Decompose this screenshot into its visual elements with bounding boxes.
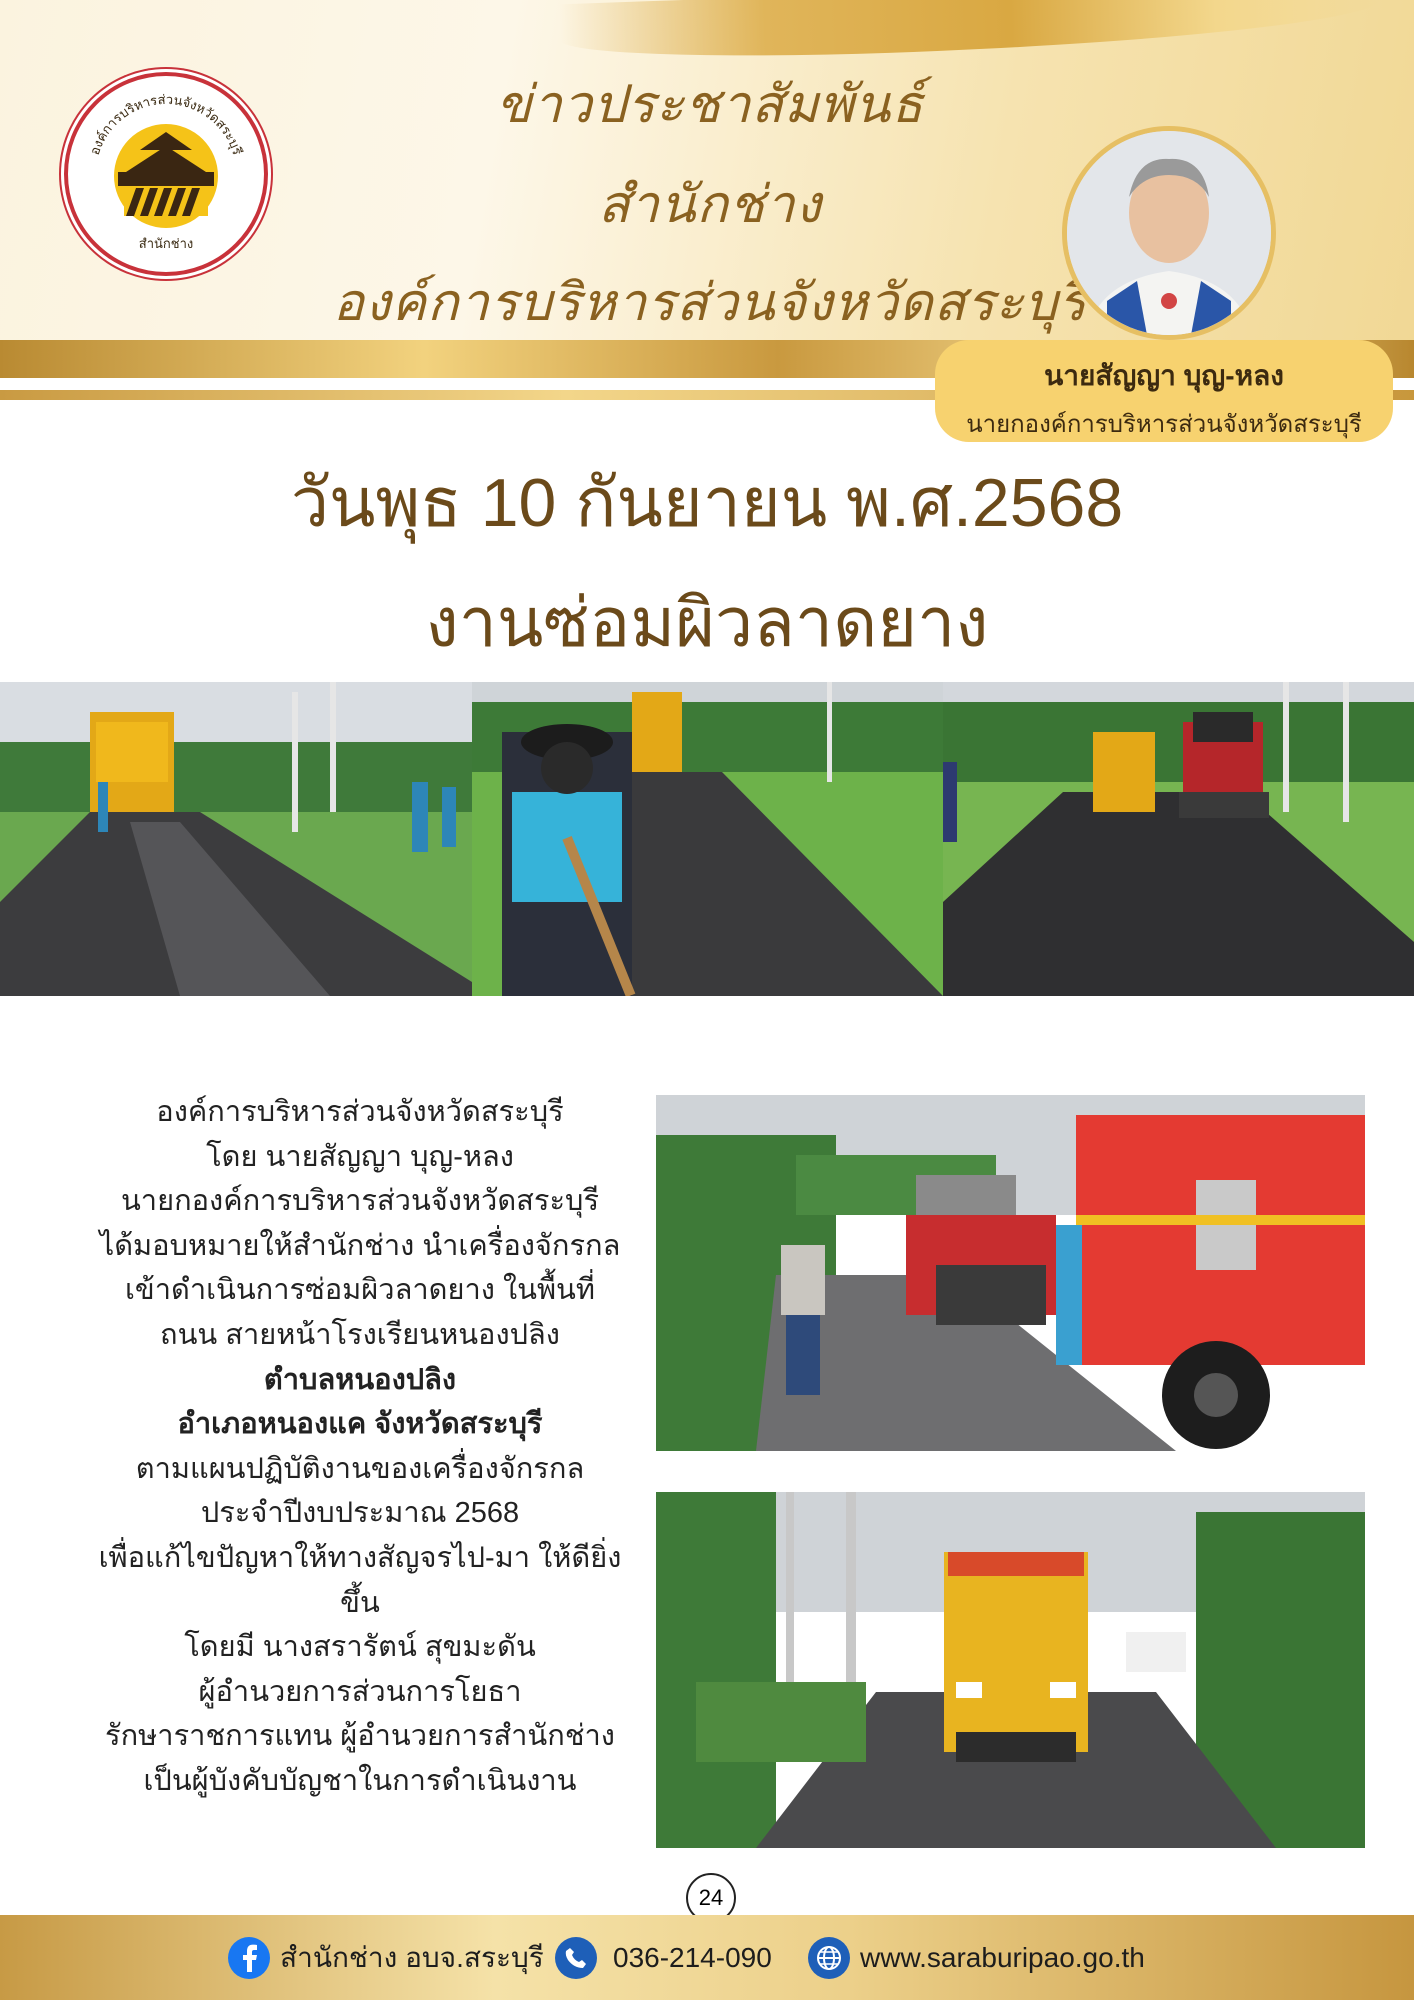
official-name-tag: [935, 340, 1393, 442]
footer-website[interactable]: [808, 1935, 1145, 1981]
footer-bar: [0, 1915, 1414, 2000]
road-repair-photo-1: [0, 682, 472, 996]
news-date: วันพุธ 10 กันยายน พ.ศ.2568: [290, 465, 1124, 541]
globe-icon: [808, 1937, 850, 1979]
facebook-page-name: สำนักช่าง อบจ.สระบุรี: [280, 1942, 544, 1973]
body-line: ได้มอบหมายให้สำนักช่าง นำเครื่องจักรกล: [99, 1229, 621, 1262]
website-url: www.saraburipao.go.th: [860, 1942, 1145, 1973]
org-logo: [64, 72, 268, 276]
body-line: โดยมี นางสรารัตน์ สุขมะดัน: [184, 1631, 536, 1664]
body-line: นายกองค์การบริหารส่วนจังหวัดสระบุรี: [120, 1185, 600, 1218]
body-line: โดย นายสัญญา บุญ-หลง: [206, 1140, 514, 1173]
road-repair-photo-2: [472, 682, 943, 996]
official-name: นายสัญญา บุญ-หลง: [1044, 360, 1284, 391]
body-line: ถนน สายหน้าโรงเรียนหนองปลิง: [160, 1318, 560, 1351]
headline-line-1: ข่าวประชาสัมพันธ์: [496, 75, 924, 135]
road-repair-photo-3: [943, 682, 1414, 996]
fire-truck-roller-photo: [656, 1095, 1365, 1451]
body-line: เพื่อแก้ไขปัญหาให้ทางสัญจรไป-มา ให้ดียิ่งขึ้น: [98, 1541, 622, 1619]
body-line-bold: ตำบลหนองปลิง: [263, 1363, 457, 1396]
phone-icon: [555, 1937, 597, 1979]
footer-phone[interactable]: [555, 1935, 772, 1981]
body-line: ผู้อำนวยการส่วนการโยธา: [198, 1675, 522, 1708]
body-line-bold: อำเภอหนองแค จังหวัดสระบุรี: [177, 1408, 543, 1441]
body-line: องค์การบริหารส่วนจังหวัดสระบุรี: [156, 1096, 564, 1128]
body-line: เข้าดำเนินการซ่อมผิวลาดยาง ในพื้นที่: [124, 1274, 596, 1307]
headline-line-3: องค์การบริหารส่วนจังหวัดสระบุรี: [332, 273, 1088, 333]
official-portrait: [1062, 126, 1276, 340]
page-number: 24: [686, 1873, 736, 1923]
gold-brush-decoration: [559, 0, 1381, 64]
body-line: เป็นผู้บังคับบัญชาในการดำเนินงาน: [143, 1764, 577, 1797]
official-position: นายกองค์การบริหารส่วนจังหวัดสระบุรี: [966, 411, 1362, 438]
body-line: ประจำปีงบประมาณ 2568: [200, 1497, 520, 1530]
dump-truck-photo: [656, 1492, 1365, 1848]
body-line: ตามแผนปฏิบัติงานของเครื่องจักรกล: [135, 1452, 585, 1485]
headline-line-2: สำนักช่าง: [598, 175, 822, 235]
facebook-icon: [228, 1937, 270, 1979]
logo-bottom-text: สำนักช่าง: [138, 236, 194, 251]
news-body: [80, 1090, 640, 1804]
body-line: รักษาราชการแทน ผู้อำนวยการสำนักช่าง: [105, 1720, 615, 1753]
footer-facebook[interactable]: [228, 1935, 544, 1981]
logo-ring-text: องค์การบริหารส่วนจังหวัดสระบุรี: [86, 91, 246, 157]
phone-number: 036-214-090: [613, 1942, 772, 1973]
news-topic: งานซ่อมผิวลาดยาง: [425, 585, 989, 661]
